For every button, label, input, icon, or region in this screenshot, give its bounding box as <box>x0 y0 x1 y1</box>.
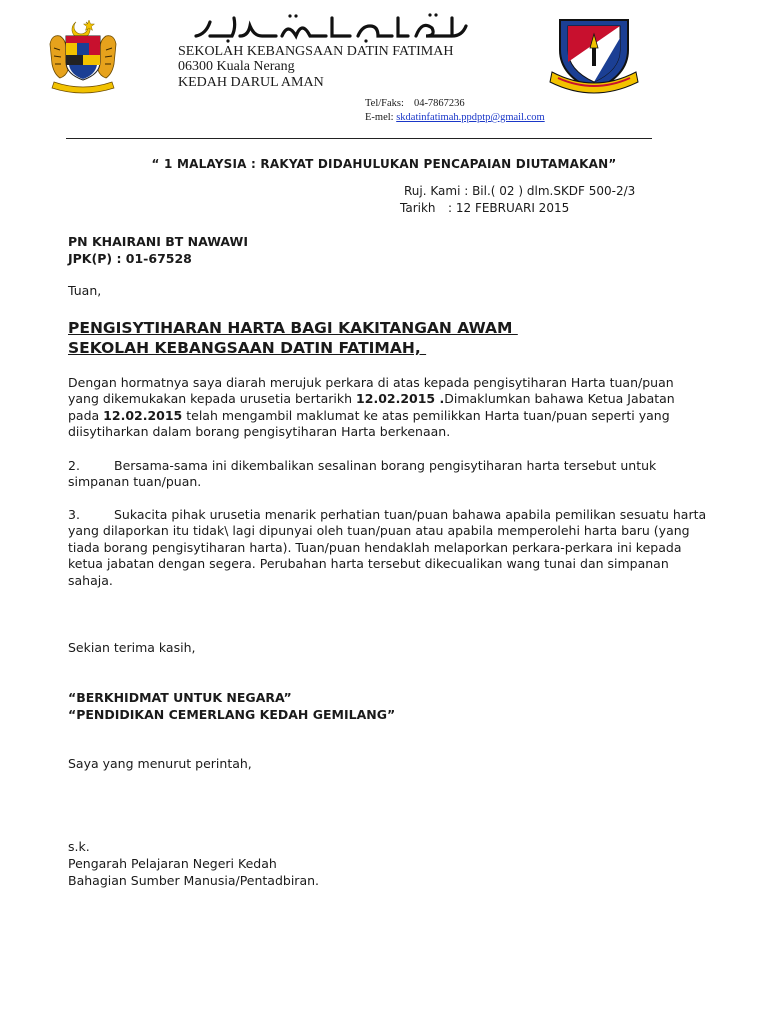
email-label: E-mel: <box>365 112 394 123</box>
addressee-name: PN KHAIRANI BT NAWAWI <box>68 234 248 249</box>
slogans <box>68 689 395 723</box>
cc-line1: Pengarah Pelajaran Negeri Kedah <box>68 856 277 871</box>
p2-number: 2. <box>68 458 80 473</box>
p1-text-b: Dimaklumkan bahawa Ketua Jabatan pada <box>68 391 675 423</box>
subject <box>68 318 518 358</box>
jawi-school-name <box>190 12 480 44</box>
subject-line1: PENGISYTIHARAN HARTA BAGI KAKITANGAN AWAM <box>68 319 518 337</box>
tel-value: 04-7867236 <box>413 98 465 109</box>
school-address-line1: 06300 Kuala Nerang <box>178 59 295 74</box>
paragraph-2 <box>68 458 708 491</box>
tel-fax <box>365 98 465 109</box>
p1-date-1: 12.02.2015 . <box>356 391 445 407</box>
motto: “ 1 MALAYSIA : RAKYAT DIDAHULUKAN PENCAPAIAN DIUTAMAKAN” <box>151 157 617 171</box>
header-divider <box>66 138 652 139</box>
order-line: Saya yang menurut perintah, <box>68 756 252 771</box>
cc-label: s.k. <box>68 839 90 854</box>
reference-number: Ruj. Kami : Bil.( 02 ) dlm.SKDF 500-2/3 <box>404 184 636 198</box>
tel-label: Tel/Faks: <box>365 98 404 109</box>
school-name: SEKOLAH KEBANGSAAN DATIN FATIMAH <box>178 44 454 59</box>
letter-date <box>400 201 569 215</box>
closing: Sekian terima kasih, <box>68 640 196 655</box>
carbon-copy <box>68 838 319 889</box>
p1-date-2: 12.02.2015 <box>103 407 183 423</box>
addressee <box>68 233 248 267</box>
date-value: : 12 FEBRUARI 2015 <box>448 201 570 215</box>
p3-number: 3. <box>68 507 80 522</box>
subject-line2: SEKOLAH KEBANGSAAN DATIN FATIMAH, <box>68 339 427 357</box>
email-link[interactable]: skdatinfatimah.ppdptp@gmail.com <box>396 112 545 123</box>
school-address-line2: KEDAH DARUL AMAN <box>178 75 324 90</box>
paragraph-1 <box>68 375 708 441</box>
p2-text: Bersama-sama ini dikembalikan sesalinan borang pengisytiharan harta tersebut untuk simpanan tuan/puan. <box>68 458 657 490</box>
slogan-1: “BERKHIDMAT UNTUK NEGARA” <box>68 690 292 705</box>
addressee-id: JPK(P) : 01-67528 <box>68 251 192 266</box>
slogan-2: “PENDIDIKAN CEMERLANG KEDAH GEMILANG” <box>68 707 396 722</box>
paragraph-3 <box>68 507 708 589</box>
school-crest-icon <box>548 14 640 98</box>
email <box>365 112 545 123</box>
p1-text-a: Dengan hormatnya saya diarah merujuk perkara di atas kepada pengisytiharan Harta tuan/puan yang dikemukakan kepada urusetia bertarikh <box>68 375 674 407</box>
p3-text: Sukacita pihak urusetia menarik perhatian tuan/puan bahawa apabila pemilikan sesuatu harta yang dilaporkan itu tidak\ lagi dipunyai oleh tuan/puan atau apabila memperolehi harta baru (yang tiada borang pengisytiharan harta). Tuan/puan hendaklah melaporkan perkara-perkara ini kepada ketua jabatan dengan segera. Perubahan harta tersebut dikecualikan wang tunai dan simpanan sahaja. <box>68 507 707 588</box>
cc-line2: Bahagian Sumber Manusia/Pentadbiran. <box>68 873 320 888</box>
malaysia-coat-of-arms-icon <box>46 14 120 94</box>
p1-text-c: telah mengambil maklumat ke atas pemilikkan Harta tuan/puan seperti yang diisytiharkan dalam borang pengisytiharan Harta berkenaan. <box>68 407 670 440</box>
salutation: Tuan, <box>68 283 102 298</box>
date-label: Tarikh <box>400 201 436 215</box>
